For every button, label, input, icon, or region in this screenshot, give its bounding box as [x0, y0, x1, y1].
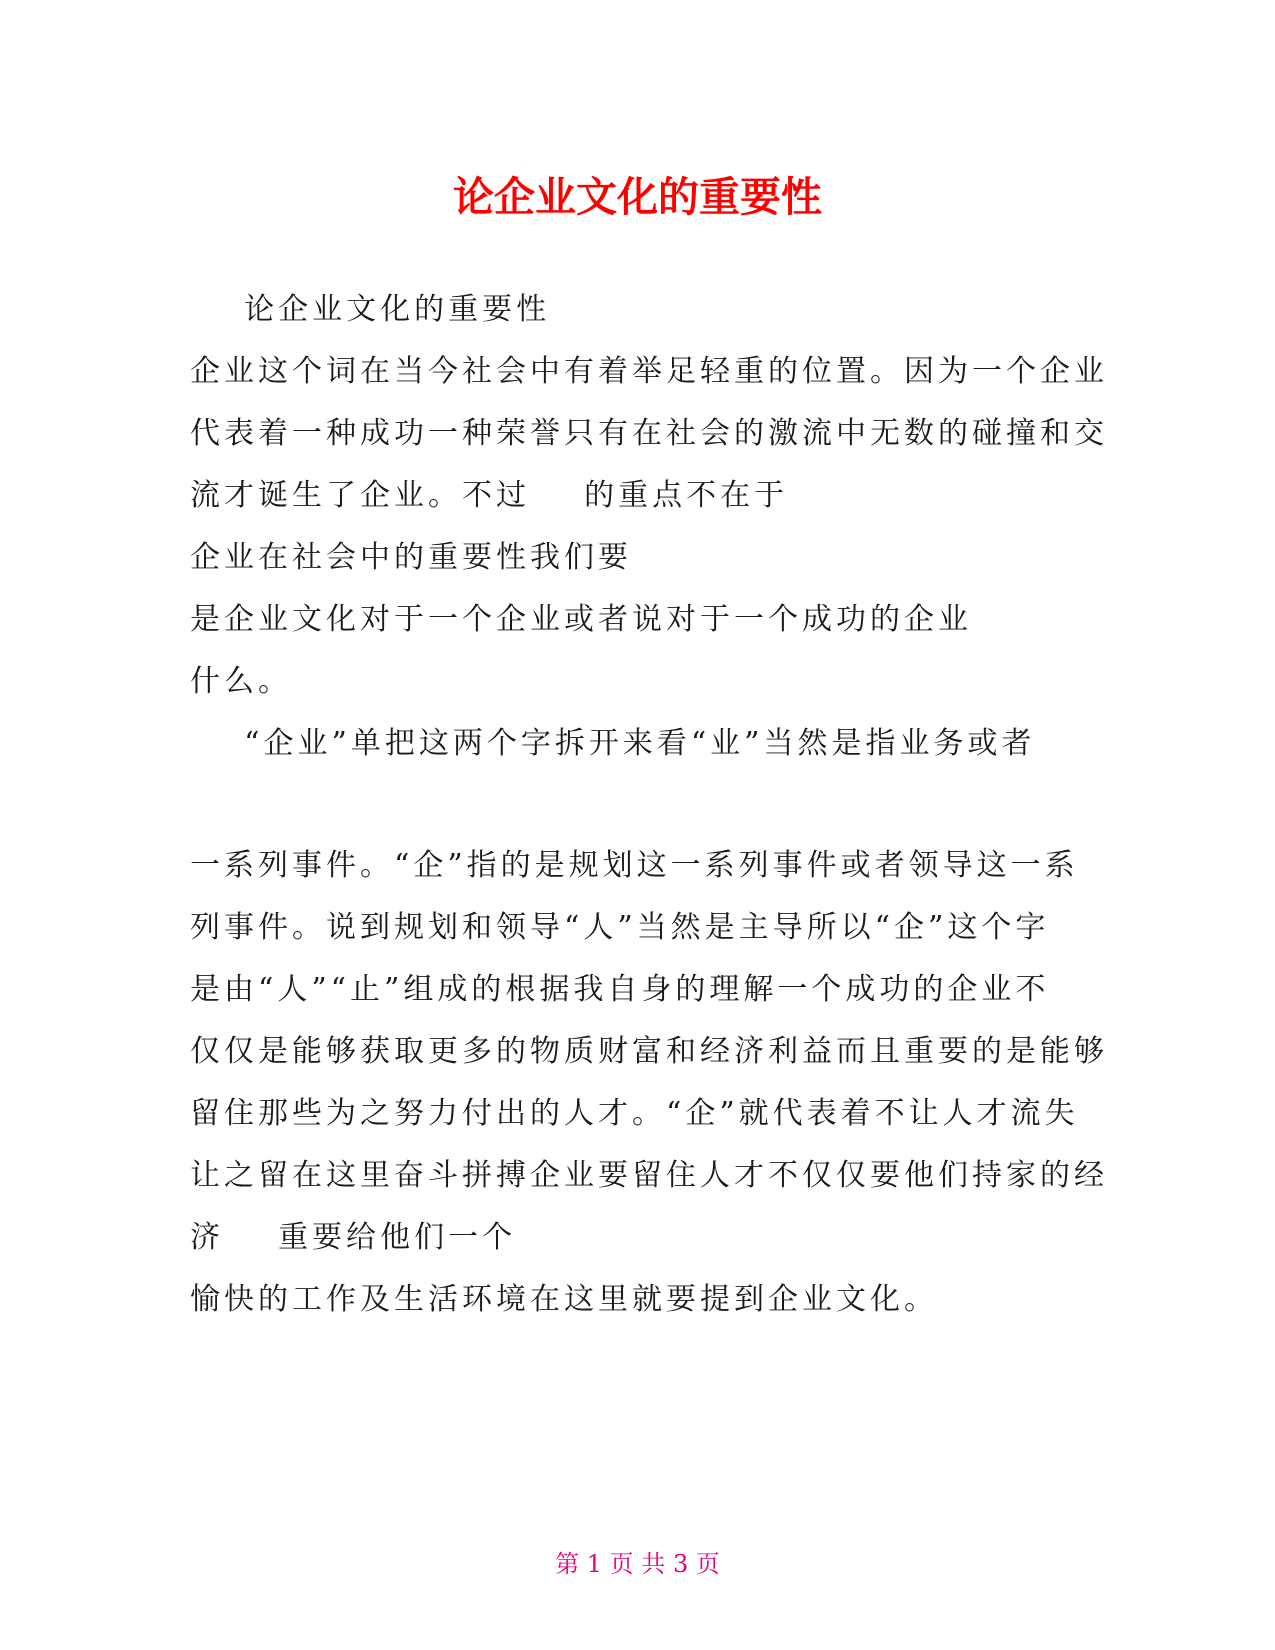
body-line: 一系列事件。“企”指的是规划这一系列事件或者领导这一系 — [190, 848, 1079, 883]
body-line: 列事件。说到规划和领导“人”当然是主导所以“企”这个字 — [190, 910, 1050, 945]
body-line: 是企业文化对于一个企业或者说对于一个成功的企业 — [190, 602, 972, 637]
body-line: 论企业文化的重要性 — [190, 292, 551, 327]
body-line: 代表着一种成功一种荣誉只有在社会的激流中无数的碰撞和交 — [190, 416, 1108, 451]
body-line: 济 重要给他们一个 — [190, 1220, 517, 1255]
body-line: 什么。 — [190, 664, 292, 699]
page-number-footer: 第 1 页 共 3 页 — [555, 1550, 720, 1578]
body-line: 让之留在这里奋斗拼搏企业要留住人才不仅仅要他们持家的经 — [190, 1158, 1108, 1193]
document-title: 论企业文化的重要性 — [453, 173, 822, 221]
body-line: 仅仅是能够获取更多的物质财富和经济利益而且重要的是能够 — [190, 1034, 1108, 1069]
body-line: 企业这个词在当今社会中有着举足轻重的位置。因为一个企业 — [190, 354, 1108, 389]
body-line: 是由“人”“止”组成的根据我自身的理解一个成功的企业不 — [190, 972, 1050, 1007]
body-line: 留住那些为之努力付出的人才。“企”就代表着不让人才流失 — [190, 1096, 1079, 1131]
body-line: 愉快的工作及生活环境在这里就要提到企业文化。 — [190, 1282, 938, 1317]
body-line: “企业”单把这两个字拆开来看“业”当然是指业务或者 — [190, 726, 1036, 761]
body-line: 企业在社会中的重要性我们要 — [190, 540, 632, 575]
body-line: 流才诞生了企业。不过 的重点不在于 — [190, 478, 789, 513]
